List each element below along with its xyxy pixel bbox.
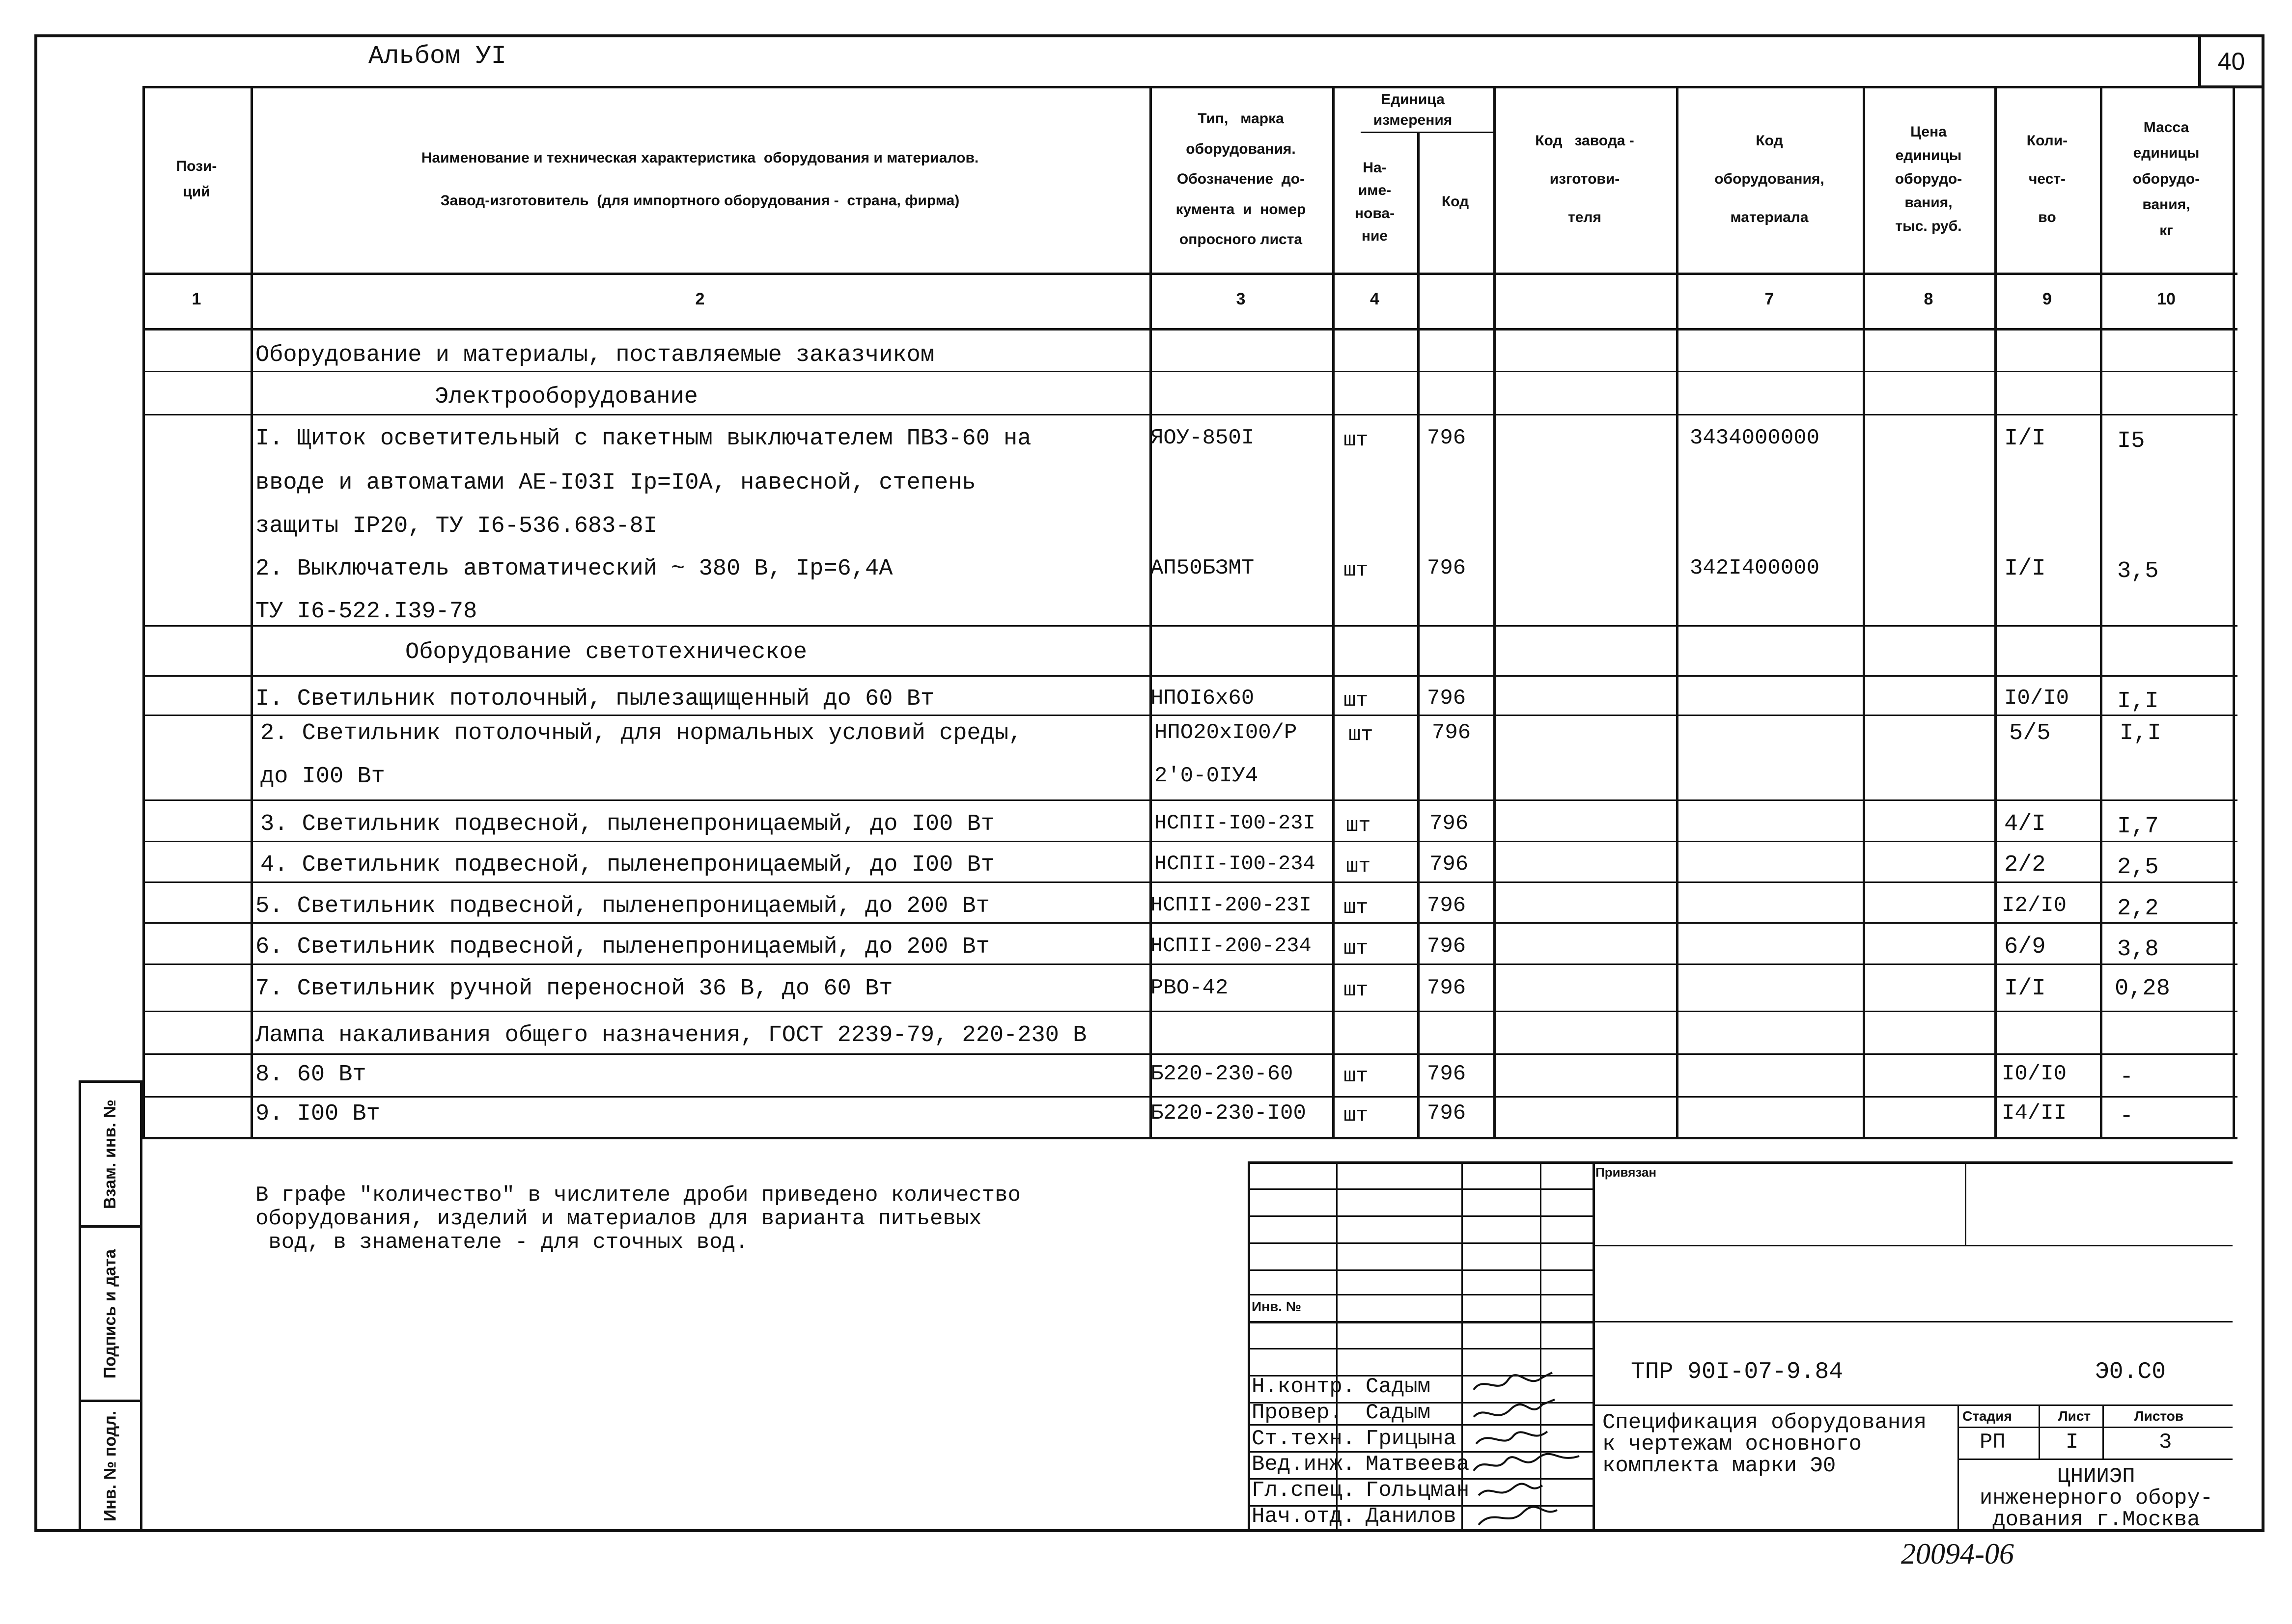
side-inv-zam [79, 1080, 142, 1228]
header-quantity: Коли- чест- во [2026, 133, 2068, 225]
row-unit: шт [1343, 1064, 1369, 1088]
row-name: Оборудование и материалы, поставляемые заказчиком [255, 342, 935, 368]
doc-code: ТПР 90I-07-9.84 [1631, 1359, 1844, 1385]
header-unit-code: Код [1441, 193, 1469, 210]
col-number: 9 [2042, 290, 2052, 308]
row-name: Оборудование светотехническое [405, 639, 807, 665]
header-price: Цена единицы оборудо- вания, тыс. руб. [1895, 124, 1962, 234]
row-mass: 2,2 [2117, 896, 2159, 922]
page-number: 40 [2198, 34, 2264, 88]
row-name: вводе и автоматами АЕ-I03I Iр=I0А, навесной, степень [255, 470, 976, 496]
side-inv-podl-label: Инв. № подл. [101, 1410, 120, 1521]
row-unit-code: 796 [1427, 1062, 1466, 1086]
row-unit: шт [1343, 1103, 1369, 1127]
row-name: ТУ I6-522.I39-78 [255, 599, 477, 625]
sign-role: Гл.спец. [1252, 1478, 1356, 1503]
row-type: НПО20хI00/Р [1154, 720, 1297, 745]
row-unit: шт [1343, 936, 1369, 960]
row-name: 6. Светильник подвесной, пыленепроницаемый, до 200 Вт [255, 934, 990, 960]
row-name: Электрооборудование [435, 384, 698, 410]
sign-name: Гольцман [1366, 1478, 1470, 1503]
row-name: 9. I00 Вт [255, 1101, 380, 1127]
row-name: 8. 60 Вт [255, 1062, 366, 1088]
header-position: Пози- ций [176, 158, 217, 200]
row-mass: I5 [2117, 428, 2145, 454]
row-type: НПОI6х60 [1150, 686, 1255, 711]
row-name: 5. Светильник подвесной, пыленепроницаемый, до 200 Вт [255, 893, 990, 919]
row-unit-code: 796 [1427, 893, 1466, 918]
row-type: НСПII-I00-234 [1154, 852, 1315, 876]
row-unit-code: 796 [1432, 720, 1471, 745]
inv-no-label: Инв. № [1252, 1299, 1302, 1314]
row-name: защиты IP20, ТУ I6-536.683-8I [255, 513, 657, 539]
header-mass: Масса единицы оборудо- вания, кг [2132, 119, 2200, 239]
row-type: 2'0-0IУ4 [1154, 764, 1258, 788]
row-type: Б220-230-60 [1150, 1062, 1293, 1086]
row-quantity: I4/II [2002, 1101, 2067, 1126]
sign-name: Данилов [1366, 1504, 1456, 1529]
row-unit-code: 796 [1427, 686, 1466, 711]
header-unit-name: На- име- нова- ние [1354, 159, 1395, 244]
row-quantity: I/I [2004, 976, 2046, 1002]
row-name: I. Светильник потолочный, пылезащищенный до 60 Вт [255, 686, 935, 712]
row-name: до I00 Вт [260, 764, 385, 790]
row-name: 2. Светильник потолочный, для нормальных условий среды, [260, 720, 1023, 746]
organization: ЦНИИЭП инженерного обору- дования г.Москва [1979, 1464, 2213, 1532]
sign-name: Садым [1366, 1375, 1431, 1399]
row-unit: шт [1346, 854, 1371, 878]
sign-role: Ст.техн. [1252, 1427, 1356, 1451]
header-equipment-code: Код оборудования, материала [1714, 133, 1824, 225]
header-factory-code: Код завода - изготови- теля [1535, 133, 1634, 225]
row-unit: шт [1343, 978, 1369, 1002]
sheet-label: Лист [2058, 1408, 2091, 1424]
row-unit-code: 796 [1429, 811, 1469, 836]
row-mass: 2,5 [2117, 854, 2159, 881]
privyazan-label: Привязан [1595, 1165, 1657, 1180]
sign-role: Вед.инж. [1252, 1452, 1356, 1477]
col-number: 3 [1236, 290, 1246, 308]
row-type: Б220-230-I00 [1150, 1101, 1306, 1126]
side-inv-zam-label: Взам. инв. № [101, 1099, 120, 1209]
sheets-label: Листов [2134, 1408, 2184, 1424]
sign-name: Садым [1366, 1401, 1431, 1425]
row-type: НСПII-200-23I [1150, 893, 1312, 917]
row-quantity: 5/5 [2009, 720, 2051, 746]
row-quantity: I2/I0 [2002, 893, 2067, 918]
row-type: НСПII-I00-23I [1154, 811, 1315, 835]
stage-label: Стадия [1962, 1408, 2012, 1424]
row-quantity: 2/2 [2004, 852, 2046, 878]
row-unit-code: 796 [1427, 976, 1466, 1000]
row-mass: 3,5 [2117, 558, 2159, 584]
sign-role: Н.контр. [1252, 1375, 1356, 1399]
row-name: 2. Выключатель автоматический ~ 380 В, Iр=6,4А [255, 556, 893, 582]
row-unit: шт [1343, 428, 1369, 452]
sheet-value: I [2066, 1430, 2079, 1455]
sign-name: Матвеева [1366, 1452, 1470, 1477]
col-number: 2 [695, 290, 705, 308]
row-name: 7. Светильник ручной переносной 36 В, до 60 Вт [255, 976, 893, 1002]
row-equipment-code: 3434000000 [1690, 426, 1820, 450]
row-mass: - [2120, 1064, 2134, 1090]
col-number: 8 [1924, 290, 1933, 308]
doc-mark: Э0.С0 [2095, 1359, 2166, 1385]
row-equipment-code: 342I400000 [1690, 556, 1820, 580]
row-unit-code: 796 [1427, 426, 1466, 450]
side-inv-podl [79, 1400, 142, 1532]
col-number: 1 [192, 290, 201, 308]
header-name: Наименование и техническая характеристика оборудования и материалов. Завод-изготовитель (для импортного оборудования - страна, фирма) [421, 150, 979, 209]
row-unit-code: 796 [1427, 1101, 1466, 1126]
row-quantity: 6/9 [2004, 934, 2046, 960]
col-number: 7 [1764, 290, 1774, 308]
col-number: 10 [2157, 290, 2176, 308]
row-mass: 0,28 [2115, 976, 2170, 1002]
document-title: Спецификация оборудования к чертежам основного комплекта марки Э0 [1602, 1410, 1927, 1478]
handwritten-number: 20094-06 [1901, 1538, 2014, 1570]
row-quantity: 4/I [2004, 811, 2046, 837]
row-unit-code: 796 [1429, 852, 1469, 877]
row-quantity: I/I [2004, 556, 2046, 582]
row-quantity: I0/I0 [2002, 1062, 2067, 1086]
row-unit-code: 796 [1427, 556, 1466, 580]
sign-role: Нач.отд. [1252, 1504, 1356, 1529]
row-quantity: I0/I0 [2004, 686, 2069, 711]
row-type: РВО-42 [1150, 976, 1229, 1000]
footnote: В графе "количество" в числителе дроби приведено количество оборудования, изделий и материалов для варианта питьевых вод, в знаменателе - для сточных вод. [255, 1183, 1021, 1255]
row-type: АП50БЗМТ [1150, 556, 1255, 580]
row-unit: шт [1346, 814, 1371, 837]
row-mass: I,I [2120, 720, 2161, 746]
sign-role: Провер. [1252, 1401, 1342, 1425]
row-mass: - [2120, 1103, 2134, 1129]
sheets-value: 3 [2159, 1430, 2172, 1455]
row-unit: шт [1343, 688, 1369, 712]
side-signature [79, 1225, 142, 1402]
row-unit: шт [1343, 896, 1369, 919]
col-number: 4 [1370, 290, 1379, 308]
row-name: I. Щиток осветительный с пакетным выключателем ПВЗ-60 на [255, 426, 1032, 452]
row-name: 4. Светильник подвесной, пыленепроницаемый, до I00 Вт [260, 852, 995, 878]
side-signature-label: Подпись и дата [101, 1249, 120, 1378]
row-type: НСПII-200-234 [1150, 934, 1312, 958]
row-unit-code: 796 [1427, 934, 1466, 959]
row-mass: I,7 [2117, 814, 2159, 840]
row-unit: шт [1348, 723, 1373, 746]
row-name: 3. Светильник подвесной, пыленепроницаемый, до I00 Вт [260, 811, 995, 837]
row-quantity: I/I [2004, 426, 2046, 452]
row-type: ЯОУ-850I [1150, 426, 1255, 450]
row-mass: 3,8 [2117, 936, 2159, 963]
row-name: Лампа накаливания общего назначения, ГОСТ 2239-79, 220-230 В [255, 1022, 1087, 1048]
header-type: Тип, марка оборудования. Обозначение до- кумента и номер опросного листа [1175, 110, 1306, 248]
album-label: Альбом УI [368, 42, 506, 71]
sign-name: Грицына [1366, 1427, 1456, 1451]
header-unit-group: Единица измерения [1373, 91, 1453, 128]
row-unit: шт [1343, 558, 1369, 582]
signature-scribbles [1469, 1370, 1596, 1532]
row-mass: I,I [2117, 688, 2159, 715]
stage-value: РП [1980, 1430, 2006, 1455]
